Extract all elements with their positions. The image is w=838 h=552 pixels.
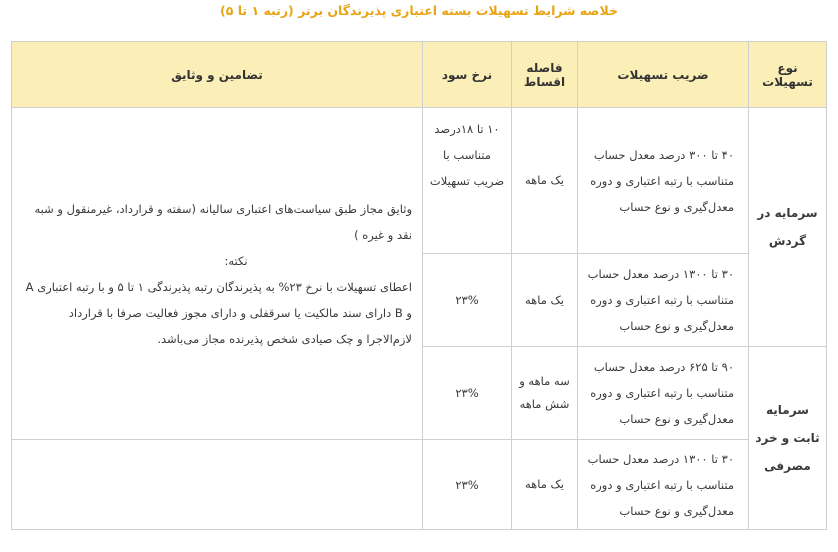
header-installment: فاصله اقساط (512, 42, 578, 108)
header-guarantee: تضامین و وثایق (12, 42, 423, 108)
rate-cell: ۲۳% (423, 440, 512, 530)
type-working-capital: سرمایه در گردش (749, 108, 827, 347)
multiplier-cell: ۴۰ تا ۳۰۰ درصد معدل حساب متناسب با رتبه اعتباری و دوره معدل‌گیری و نوع حساب (578, 108, 749, 254)
header-type: نوع تسهیلات (749, 42, 827, 108)
installment-cell: یک ماهه (512, 440, 578, 530)
type-fixed-capital: سرمایه ثابت و خرد مصرفی (749, 347, 827, 530)
guarantee-empty-cell (12, 440, 423, 530)
installment-cell: یک ماهه (512, 108, 578, 254)
guarantee-note-text: اعطای تسهیلات با نرخ ۲۳% به پذیرندگان رتبه پذیرندگی ۱ تا ۵ و با رتبه اعتباری A و B دارای سند مالکیت یا سرقفلی و دارای مجوز فعالیت صرفا با قرارداد لازم‌الاجرا و چک صیادی شخص پذیرنده مجاز می‌باشد. (25, 279, 412, 346)
facilities-table (11, 41, 827, 530)
rate-cell: ۲۳% (423, 347, 512, 440)
multiplier-cell: ۳۰ تا ۱۳۰۰ درصد معدل حساب متناسب با رتبه اعتباری و دوره معدل‌گیری و نوع حساب (578, 254, 749, 347)
installment-cell: سه ماهه و شش ماهه (512, 347, 578, 440)
page-title: خلاصه شرایط تسهیلات بسته اعتباری پذیرندگان برتر (رتبه ۱ تا ۵) (220, 3, 618, 18)
rate-cell: ۲۳% (423, 254, 512, 347)
guarantee-note-label: نکته: (224, 253, 248, 268)
guarantee-cell (12, 108, 423, 440)
guarantee-text: وثایق مجاز طبق سیاست‌های اعتباری سالیانه (سفته و قرارداد، غیرمنقول و شبه نقد و غیره ) (34, 201, 412, 242)
multiplier-cell: ۳۰ تا ۱۳۰۰ درصد معدل حساب متناسب با رتبه اعتباری و دوره معدل‌گیری و نوع حساب (578, 440, 749, 530)
multiplier-cell: ۹۰ تا ۶۲۵ درصد معدل حساب متناسب با رتبه اعتباری و دوره معدل‌گیری و نوع حساب (578, 347, 749, 440)
table-row (12, 440, 827, 530)
installment-cell: یک ماهه (512, 254, 578, 347)
header-rate: نرخ سود (423, 42, 512, 108)
header-multiplier: ضریب تسهیلات (578, 42, 749, 108)
rate-cell: ۱۰ تا ۱۸درصد متناسب با ضریب تسهیلات (423, 108, 512, 254)
table-row (12, 108, 827, 254)
table-header-row (12, 42, 827, 108)
